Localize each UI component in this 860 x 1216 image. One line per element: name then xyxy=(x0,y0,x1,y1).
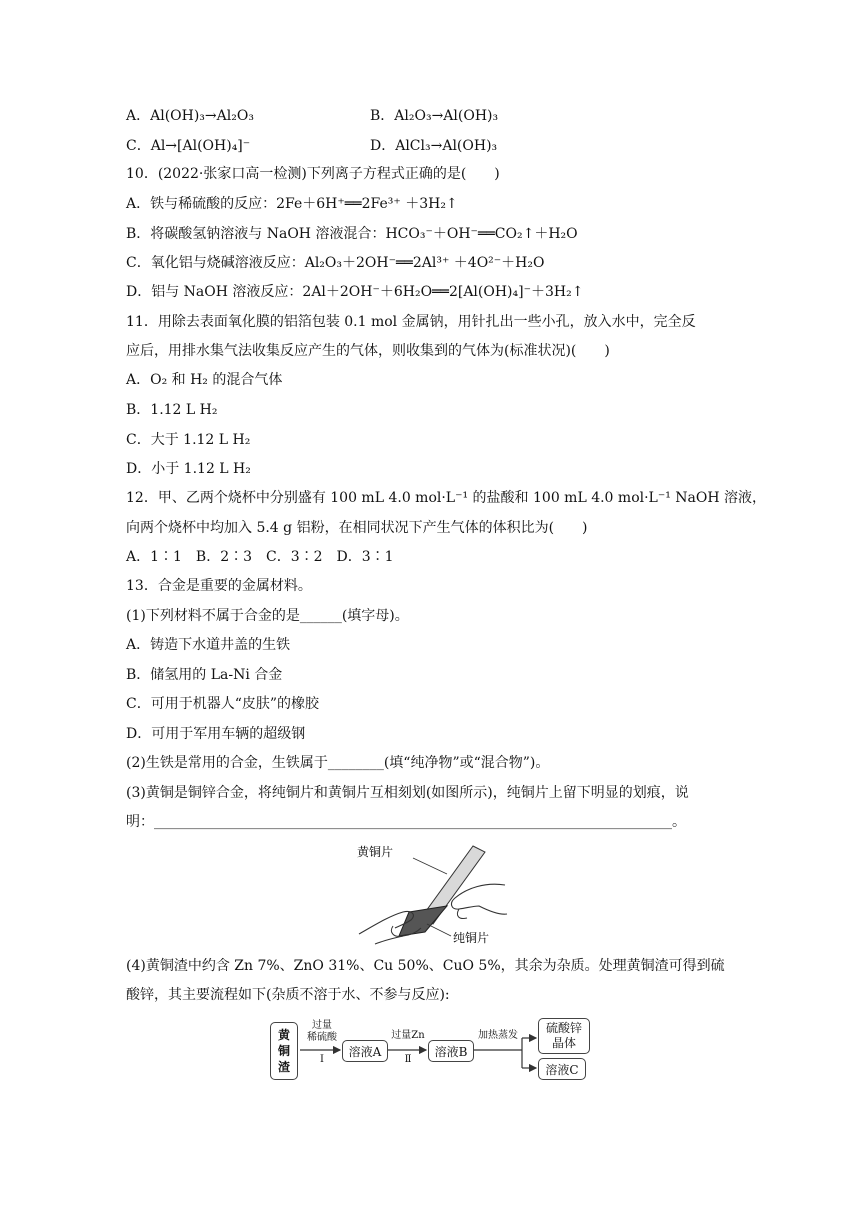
q10-option-d: D．铝与 NaOH 溶液反应：2Al＋2OH⁻＋6H₂O══2[Al(OH)₄]⁻＋3H₂↑ xyxy=(126,284,584,300)
q13-part1-option-d: D．可用于军用车辆的超级钢 xyxy=(126,726,306,742)
flow-start-brass-slag: 黄 铜 渣 xyxy=(270,1022,298,1080)
q10-stem: 10．(2022·张家口高一检测)下列离子方程式正确的是( ) xyxy=(126,166,500,182)
q9-option-d: D．AlCl₃→Al(OH)₃ xyxy=(370,138,498,154)
q11-option-d: D．小于 1.12 L H₂ xyxy=(126,461,251,477)
flow-solution-b: 溶液B xyxy=(428,1040,474,1062)
q13-part3-line1: (3)黄铜是铜锌合金，将纯铜片和黄铜片互相刻划(如图所示)，纯铜片上留下明显的划痕，说 xyxy=(126,785,689,801)
flow-step2-number: Ⅱ xyxy=(404,1054,412,1065)
flow-solution-a: 溶液A xyxy=(342,1040,388,1062)
q9-option-a: A．Al(OH)₃→Al₂O₃ xyxy=(126,108,254,124)
q13-part1-option-c: C．可用于机器人“皮肤”的橡胶 xyxy=(126,696,320,712)
process-flowchart xyxy=(270,1016,600,1082)
q10-option-a: A．铁与稀硫酸的反应：2Fe＋6H⁺══2Fe³⁺ ＋3H₂↑ xyxy=(126,196,458,212)
flow-step1-reagent: 过量 稀硫酸 xyxy=(307,1020,337,1043)
brass-plate-label: 黄铜片 xyxy=(357,845,394,859)
q12-stem-line2: 向两个烧杯中均加入 5.4 g 铝粉，在相同状况下产生气体的体积比为( ) xyxy=(126,520,588,536)
copper-plate-label: 纯铜片 xyxy=(453,931,490,945)
q13-part1-option-b: B．储氢用的 La-Ni 合金 xyxy=(126,667,283,683)
q11-option-a: A．O₂ 和 H₂ 的混合气体 xyxy=(126,372,283,388)
q13-part1: (1)下列材料不属于合金的是______(填字母)。 xyxy=(126,608,409,624)
q9-option-b: B．Al₂O₃→Al(OH)₃ xyxy=(370,108,499,124)
q13-part3-line2: 明：__________________________________________________________________________。 xyxy=(126,814,686,830)
q11-option-c: C．大于 1.12 L H₂ xyxy=(126,432,251,448)
q10-option-c: C．氧化铝与烧碱溶液反应：Al₂O₃＋2OH⁻══2Al³⁺ ＋4O²⁻＋H₂O xyxy=(126,255,545,271)
flow-step2-reagent: 过量Zn xyxy=(391,1030,425,1041)
q12-stem-line1: 12．甲、乙两个烧杯中分别盛有 100 mL 4.0 mol·L⁻¹ 的盐酸和 100 mL 4.0 mol·L⁻¹ NaOH 溶液， xyxy=(126,490,767,506)
q12-options: A．1∶1 B．2∶3 C．3∶2 D．3∶1 xyxy=(126,549,394,565)
hands-and-plates-drawing xyxy=(355,840,515,950)
q13-part4-line2: 酸锌，其主要流程如下(杂质不溶于水、不参与反应): xyxy=(126,987,450,1003)
q13-part4-line1: (4)黄铜渣中约含 Zn 7%、ZnO 31%、Cu 50%、CuO 5%，其余为杂质。处理黄铜渣可得到硫 xyxy=(126,958,725,974)
q13-part1-option-a: A．铸造下水道井盖的生铁 xyxy=(126,637,291,653)
flow-solution-c: 溶液C xyxy=(538,1058,586,1080)
flow-step1-number: Ⅰ xyxy=(320,1054,324,1065)
q9-option-c: C．Al→[Al(OH)₄]⁻ xyxy=(126,138,251,154)
q11-stem-line2: 应后，用排水集气法收集反应产生的气体，则收集到的气体为(标准状况)( ) xyxy=(126,343,610,359)
q10-option-b: B．将碳酸氢钠溶液与 NaOH 溶液混合：HCO₃⁻＋OH⁻══CO₂↑＋H₂O xyxy=(126,226,578,242)
q13-part2: (2)生铁是常用的合金，生铁属于________(填“纯净物”或“混合物”)。 xyxy=(126,755,550,771)
q13-stem: 13．合金是重要的金属材料。 xyxy=(126,578,312,594)
q11-stem-line1: 11．用除去表面氧化膜的铝箔包装 0.1 mol 金属钠，用针扎出一些小孔，放入水中，完全反 xyxy=(126,314,696,330)
scratch-illustration xyxy=(355,840,515,950)
flow-step3-operation: 加热蒸发 xyxy=(478,1030,518,1041)
q11-option-b: B．1.12 L H₂ xyxy=(126,402,218,418)
flow-zinc-sulfate-crystal: 硫酸锌 晶体 xyxy=(538,1018,590,1054)
